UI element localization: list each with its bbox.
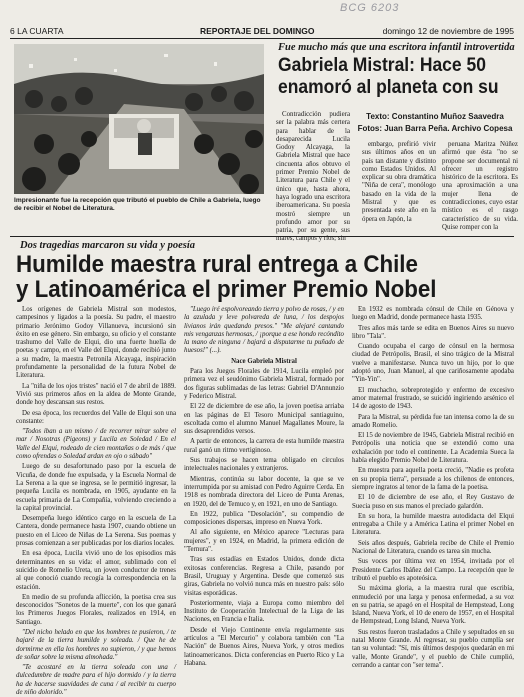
paragraph: Cuando ocupaba el cargo de cónsul en la hermosa ciudad de Petrópolis, Brasil, el sino trágico de la Mistral vuelve a manifestarse. Nunca tuvo un hijo, por lo que adoptó uno, Juan Manuel, al que cariñosamente apodaba "Yin-Yin".: [352, 343, 514, 384]
parade-photo-image: [14, 44, 264, 194]
top-article-col-1: [276, 111, 350, 243]
top-article-col-3: [442, 141, 518, 229]
paragraph: El 15 de noviembre de 1945, Gabriela Mistral recibió en Petrópolis una noticia que se extendió como una exhalación por todo el continente. La Academia Sueca la había elegido Premio Nobel de Literatura.: [352, 432, 514, 465]
paragraph: Contradicción pudiera ser la palabra más certera para hablar de la desaparecida Lucila Godoy Alcayaga, la Gabriela Mistral que hace cincuenta años obtuvo el primer Premio Nobel de Literatura para Chile y el único que, hasta ahora, haya logrado una escritora iberoamericana. Su poesía mostró siempre un profundo amor por su patria, por su gente, sus mares, campos y ríos; sin: [276, 111, 350, 243]
running-head: [10, 24, 514, 39]
byline-text: Texto: Constantino Muñoz Saavedra: [366, 112, 504, 121]
paragraph: Posteriormente, viaja a Europa como miembro del Instituto de Cooperación Intelectual de la Liga de las Naciones, en Francia e Italia.: [184, 599, 344, 624]
paragraph: El 22 de diciembre de ese año, la joven poetisa arriaba en las páginas de El Tesoro Municipal santiaguino, escoltada como el alumno Manuel Magallanes Moure, la sus desaprendidos versos.: [184, 403, 344, 436]
paragraph: Mientras, continúa su labor docente, la que se ve interrumpida por su amistad con Pedro Aguirre Cerda. En 1918 es nombrada directora del Liceo de Punta Arenas, en 1920, del de Temuco y, en 1921, en uno de Santiago.: [184, 475, 344, 508]
subheading: Nace Gabriela Mistral: [231, 357, 297, 365]
paragraph: Sus voces por última vez en 1954, invitada por el Presidente Carlos Ibáñez del Campo. La recepción que le tributó el pueblo es apoteósica.: [352, 558, 514, 582]
section-title: REPORTAJE DEL DOMINGO: [200, 26, 315, 36]
verse: "Todos iban a un mismo / de recorrer mirar sobre el mar / Nosotras (Pigeons) y Lucila en Soledad / En el Valle del Elqui, rodeado de cien montañas o de más / que como ofrendas o Soledad ardan en ojo o sábado": [16, 428, 176, 461]
paragraph: Su máxima gloria, a la maestra rural que escribía, enmudeció por una larga y penosa enfermedad, a su voz en su patria, se apagó en el Hospital de Hempstead, Long Island, Nueva York, el 10 de enero de 1957, en el Hospital de Hempstead, Long Island, Nueva York.: [352, 585, 514, 626]
main-article-col-3: [352, 306, 514, 669]
paragraph: Luego de su desafortunado paso por la escuela de Vicuña, de donde fue expulsada, y la Escuela Normal de La Serena a la que se ingresa, se le permitió ingresar, la pequeña Lucila es nombrada, en 1905, ayudante en la escuela primaria de La Compañía, volviendo creciendo a la capital provincial.: [16, 463, 176, 512]
verse: "Te acostaré en la tierra soleada con una / dulcedumbre de madre para el hijo dormido / y la tierra ha de hacerse suavidades de cuna / al recibir tu cuerpo de niño dolorido.": [16, 664, 176, 697]
byline-photos: Fotos: Juan Barra Peña. Archivo Copesa: [357, 124, 513, 133]
paragraph: Desempeña luego idéntico cargo en la escuela de La Cantera, donde permanece hasta 1907, cuando obtiene un puesto en el Liceo de Niñas de La Serena. Sus poemas y prosas comienzan a ser publicadas por los diarios locales.: [16, 515, 176, 548]
main-kicker: Dos tragedias marcaron su vida y poesía: [20, 240, 196, 251]
paragraph: Sus restos fueron trasladados a Chile y sepultados en su natal Monte Grande. Al regresar, su pueblo cumplía ser tan su voluntad: "Sí, mis últimos despojos quedarán en mi valle, Monte Grande", y el pueblo de Chile cumplió, cerrando a cantar con "ser tema".: [352, 628, 514, 669]
paragraph: El 10 de diciembre de ese año, el Rey Gustavo de Suecia puso en sus manos el preciado galardón.: [352, 494, 514, 510]
paragraph: embargo, prefirió vivir sus últimos años en un país tan distante y distinto como Estados Unidos. Al explicar su obra dramática "Niña de cera", monólogo basado en la vida de la Mistral y que es presentada este año en la ópera en Japón, la: [362, 141, 436, 223]
paragraph: En muestra para aquella poeta creció, "Nadie es profeta en su propia tierra", persuade a los chilenos de entonces, siempre ingratos al tenor de la fama de la poetisa.: [352, 467, 514, 491]
top-headline-line-1: Gabriela Mistral: Hace 50: [278, 55, 486, 76]
paragraph: peruana Maritza Núñez afirmó que ésta "no se propone ser documental ni ofrecer un registro histórico de la escritora. Es una aproximación a una mujer llena de contradicciones, cuyo estar místico es el rasgo característico de su vida. Quise romper con la: [442, 141, 518, 231]
paragraph: En su hora, la humilde maestra autodidacta del Elqui entregaba a Chile y a América Latina el primer Nobel en Literatura.: [352, 512, 514, 537]
paragraph: A partir de entonces, la carrera de esta humilde maestra rural ganó un ritmo vertiginoso.: [184, 438, 344, 454]
paragraph: Tras sus estadías en Estados Unidos, donde dicta exitosas conferencias. Regresa a Chile, pasando por Brasil, Uruguay y Argentina. Desde que comenzó sus giras, Gabriela no volvió nunca más en nuestro país: sólo visitas esporádicas.: [184, 556, 344, 597]
main-headline-line-1: Humilde maestra rural entrega a Chile: [16, 251, 418, 278]
archive-stamp: BCG 6203: [340, 2, 400, 14]
paragraph: Sus trabajos se hacen tema obligado en círculos intelectuales nacionales y extranjeros.: [184, 457, 344, 473]
page-number: 6 LA CUARTA: [10, 26, 64, 36]
section-divider: [10, 236, 514, 237]
paragraph: El muchacho, sobreprotegido y enfermo de excesivo amor maternal frustrado, se suicidó ingiriendo arsénico el 14 de agosto de 1943.: [352, 386, 514, 411]
paragraph: Seis años después, Gabriela recibe de Chile el Premio Nacional de Literatura, cuando es tarea sin mucha.: [352, 539, 514, 556]
paragraph: Para los Juegos Florales de 1914, Lucila empleó por primera vez el seudónimo Gabriela Mistral, formado por dos figuras sublimadas de las letras: Gabriel D'Annunzio y Federico Mistral.: [184, 368, 344, 400]
byline: [352, 111, 518, 135]
photo-caption: Impresionante fue la recepción que tributó el pueblo de Chile a Gabriela, luego de recibir el Nobel de Literatura.: [14, 197, 261, 212]
paragraph: Tres años más tarde se edita en Buenos Aires su nuevo libro "Tala".: [352, 324, 514, 340]
verse: "Luego iré espolvoreando tierra y polvo de rosas, / y en la azulada y leve polvareda de luna, / los despojos livianos irán quedando presos." "Me alejaré cantando mis venganzas hermosas, / ¡porque a ese hondo recóndito la mano de ninguna / bajará a disputarme tu puñado de huesos!" (...).: [184, 306, 344, 355]
main-article-col-1: [16, 306, 176, 697]
verse: "Del nicho helado en que los hombres te pusieron, / te bajaré de la tierra humilde y soleada. / Que he de dormirme en ella los hombres no supieron, / y que hemos de soñar sobre la misma almohada.": [16, 628, 176, 661]
paragraph: La "niña de los ojos tristes" nació el 7 de abril de 1889. Vivió sus primeros años en la aldea de Monte Grande, donde hoy descansan sus restos.: [16, 382, 176, 407]
paragraph: En 1922, publica "Desolación", su compendio de composiciones dispersas, impreso en Nueva York.: [184, 510, 344, 527]
main-headline: [16, 252, 481, 302]
parade-photo: [14, 44, 264, 194]
issue-date: domingo 12 de noviembre de 1995: [382, 26, 514, 36]
main-headline-line-2: y Latinoamérica el primer Premio Nobel: [16, 276, 437, 303]
paragraph: En medio de su profunda aflicción, la poetisa crea sus desconocidos "Sonetos de la muerte", con los que ganará los Primeros Juegos Florales, realizados en 1914, en Santiago.: [16, 593, 176, 626]
main-article-col-2: [184, 306, 344, 667]
paragraph: En 1932 es nombrada cónsul de Chile en Génova y luego en Madrid, donde permanece hasta 1935.: [352, 306, 514, 322]
top-article-col-2: [362, 141, 436, 229]
paragraph: Los orígenes de Gabriela Mistral son modestos, campesinos y ligados a la poesía. Su padre, el maestro primario Jerónimo Godoy Villanueva, incursionó sin éxito en ese género. Sin embargo, su oficio y el constante trashumo del Valle de Elqui, dio una fuerte huella de poetas y campo, en el Valle del Elqui, donde recibió junto a su madre, la maestra Petronila Alcayaga, inspiración profundamente la personalidad de la futura Nobel de Literatura.: [16, 306, 176, 380]
paragraph: De esa época, los recuerdos del Valle de Elqui son una constante:: [16, 409, 176, 425]
top-kicker: Fue mucho más que una escritora infantil introvertida: [278, 42, 515, 53]
paragraph: En esa época, Lucila vivió uno de los episodios más determinantes en su vida: el amor, sublimado con el suicidio de Romelio Ureta, un joven conductor de trenes al que conoció cuando recogía la correspondencia en la estación.: [16, 550, 176, 591]
top-headline-line-2: enamoró al planeta con su: [278, 77, 499, 98]
paragraph: Desde el Viejo Continente envía regularmente sus artículos a "El Mercurio" y colabora también con "La Nación" de Buenos Aires, Nueva York, y otros medios latinoamericanos. Dicta conferencias en Puerto Rico y La Habana.: [184, 626, 344, 667]
top-headline: [278, 55, 499, 99]
paragraph: Para la Mistral, su pérdida fue tan intensa como la de su amado Romelio.: [352, 413, 514, 429]
paragraph: Al año siguiente, en México aparece "Lecturas para mujeres", y en 1924, en Madrid, la primera edición de "Ternura".: [184, 529, 344, 554]
